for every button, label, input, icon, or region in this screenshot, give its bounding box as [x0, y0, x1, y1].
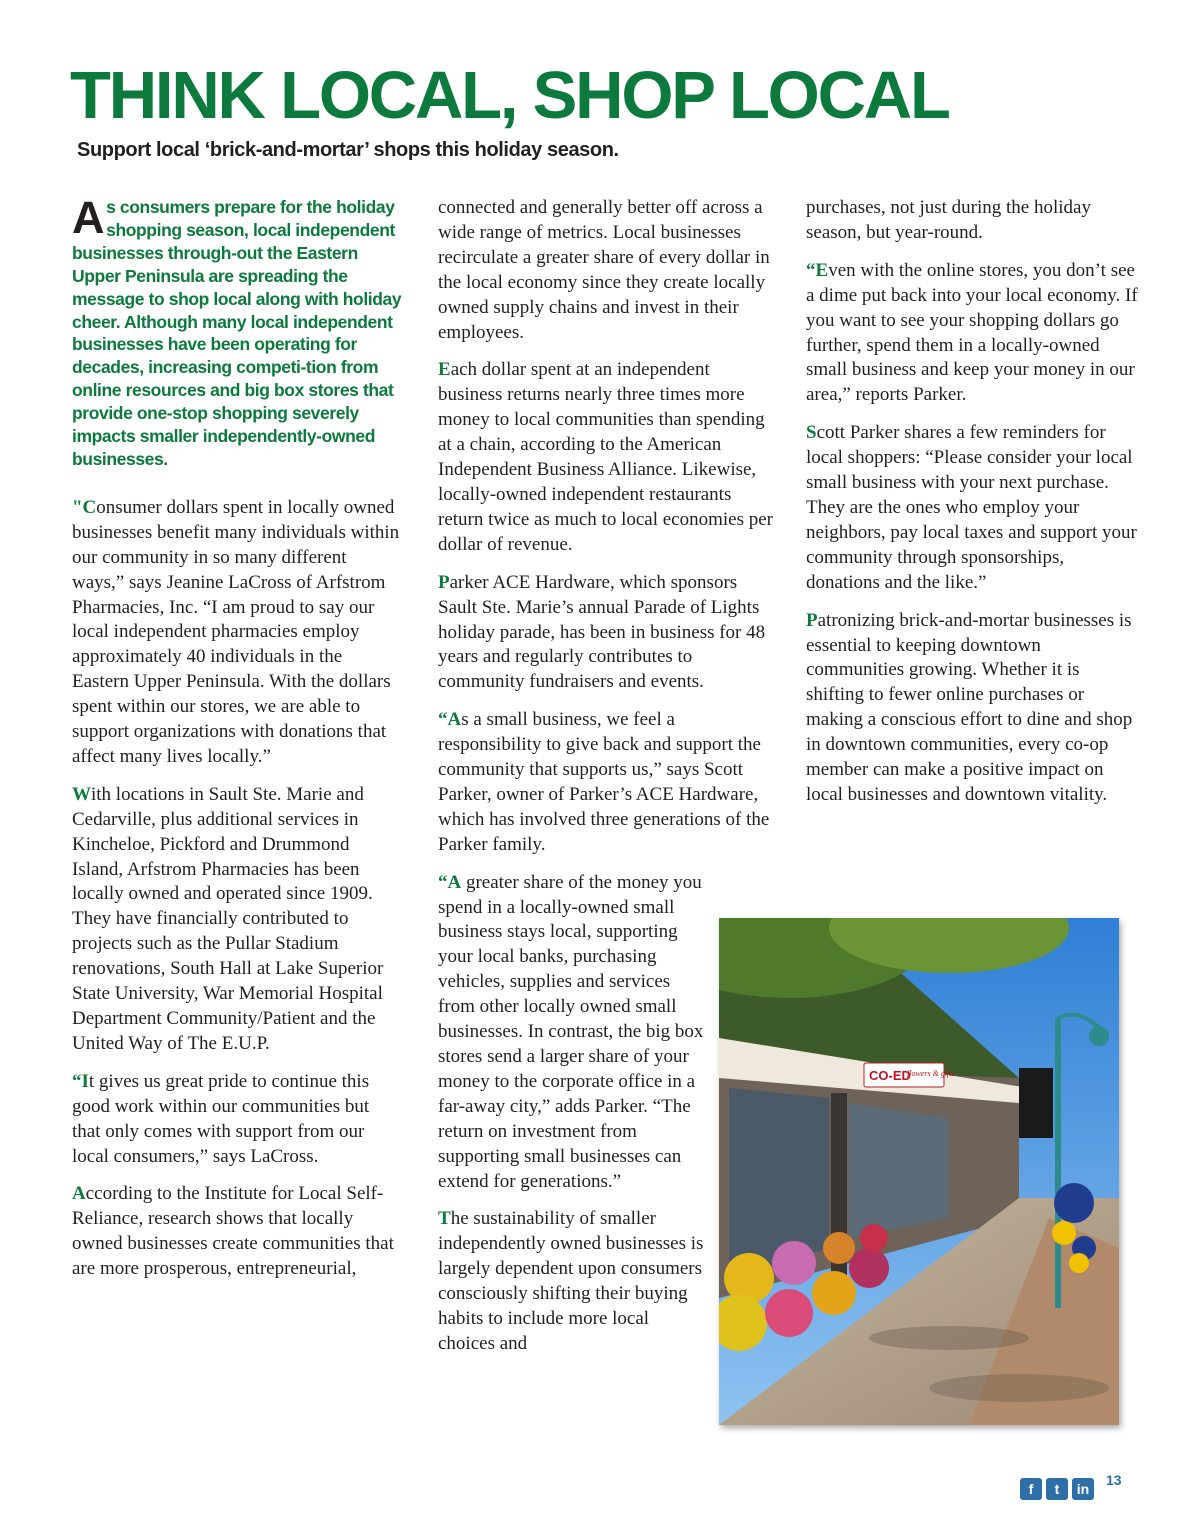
- paragraph-text: s a small business, we feel a responsibility to give back and support the community that supports us,” says Scott Parker, owner of Parker’s ACE Hardware, which has involved three generations of the Parker family.: [438, 709, 770, 855]
- paragraph: [72, 1070, 402, 1170]
- paragraph-continuation: connected and generally better off across a wide range of metrics. Local businesses recirculate a greater share of every dollar in the local economy since they create locally owned supply chains and invest in their employees.: [438, 197, 770, 343]
- paragraph: [438, 358, 773, 557]
- paragraph-text: ven with the online stores, you don’t see a dime put back into your local economy. If you want to see your shopping dollars go further, spend them in a locally-owned small business and keep your money in our area,” reports Parker.: [806, 259, 1138, 406]
- page-subtitle: Support local ‘brick-and-mortar’ shops this holiday season.: [77, 139, 619, 161]
- linkedin-icon[interactable]: in: [1072, 1478, 1094, 1500]
- store-sign: CO-ED: [869, 1068, 911, 1083]
- paragraph: [806, 259, 1138, 408]
- paragraph: [438, 871, 708, 1195]
- paragraph-initial: P: [438, 571, 450, 593]
- page-title: THINK LOCAL, SHOP LOCAL: [70, 58, 949, 133]
- paragraph-text: he sustainability of smaller independently owned businesses is largely dependent upon consumers consciously shifting their buying habits to include more local choices and: [438, 1208, 704, 1354]
- paragraph-text: greater share of the money you spend in a locally-owned small business stays local, supporting your local banks, purchasing vehicles, supplies and services from other locally owned small businesses. In contrast, the big box stores send a larger share of your money to the corporate office in a far-away city,” adds Parker. “The return on investment from supporting small businesses can extend for generations.”: [438, 871, 704, 1192]
- twitter-icon[interactable]: t: [1046, 1478, 1068, 1500]
- paragraph-text: cott Parker shares a few reminders for local shoppers: “Please consider your local small business with your next purchase. They are the ones who employ your neighbors, pay local taxes and support your community through sponsorships, donations and the like.”: [806, 422, 1137, 593]
- paragraph-initial: “A: [438, 871, 462, 893]
- storefront-illustration: [719, 918, 1119, 1425]
- paragraph-text: atronizing brick-and-mortar businesses is essential to keeping downtown communities growing. Whether it is shifting to fewer online purchases or making a conscious effort to dine and shop in downtown communities, every co-op member can make a positive impact on local businesses and downtown vitality.: [806, 609, 1133, 805]
- article-column-1: [72, 192, 402, 1295]
- paragraph: [72, 496, 402, 770]
- store-sign-script: flowers & gifts: [907, 1069, 955, 1078]
- paragraph-text: ith locations in Sault Ste. Marie and Cedarville, plus additional services in Kincheloe, Pickford and Drummond Island, Arfstrom Pharmacies has been locally owned and operated since 1909. They have financially contributed to projects such as the Pullar Stadium renovations, South Hall at Lake Superior State University, War Memorial Hospital Department Community/Patient and the United Way of The E.U.P.: [72, 783, 384, 1054]
- paragraph-text: ach dollar spent at an independent business returns nearly three times more money to local communities than spending at a chain, according to the American Independent Business Alliance. Likewise, locally-owned independent restaurants return twice as much to local economies per dollar of revenue.: [438, 359, 774, 555]
- paragraph: [806, 609, 1138, 808]
- paragraph: [72, 783, 402, 1057]
- paragraph-initial: W: [72, 783, 91, 805]
- paragraph-initial: E: [438, 359, 451, 381]
- article-column-3: [806, 196, 1138, 821]
- paragraph: [438, 1207, 708, 1356]
- paragraph-initial: “A: [438, 709, 462, 731]
- social-icons: [1020, 1478, 1094, 1500]
- paragraph-initial: A: [72, 1183, 86, 1205]
- facebook-icon[interactable]: f: [1020, 1478, 1042, 1500]
- paragraph-text: onsumer dollars spent in locally owned businesses benefit many individuals within our community in so many different ways,” says Jeanine LaCross of Arfstrom Pharmacies, Inc. “I am proud to say our local independent pharmacies employ approximately 40 individuals in the Eastern Upper Peninsula. With the dollars spent within our stores, we are able to support organizations with donations that affect many lives locally.”: [72, 496, 400, 767]
- paragraph-continuation: purchases, not just during the holiday season, but year-round.: [806, 197, 1091, 243]
- paragraph-initial: “E: [806, 259, 829, 281]
- paragraph-initial: S: [806, 422, 817, 444]
- paragraph-initial: "C: [72, 496, 97, 518]
- storefront-photo: [719, 918, 1119, 1425]
- page-number: 13: [1106, 1472, 1122, 1488]
- paragraph-initial: T: [438, 1208, 451, 1230]
- paragraph: [72, 1182, 402, 1282]
- paragraph-text: ccording to the Institute for Local Self-Reliance, research shows that locally owned businesses create communities that are more prosperous, entrepreneurial,: [72, 1183, 394, 1280]
- drop-cap: A: [72, 192, 105, 243]
- paragraph-text: arker ACE Hardware, which sponsors Sault Ste. Marie’s annual Parade of Lights holiday parade, has been in business for 48 years and regularly contributes to community fundraisers and events.: [438, 571, 766, 693]
- paragraph-text: t gives us great pride to continue this good work within our communities but that only comes with support from our local consumers,” says LaCross.: [72, 1070, 370, 1167]
- lead-paragraph: [72, 192, 402, 471]
- paragraph-initial: P: [806, 609, 818, 631]
- lead-text: s consumers prepare for the holiday shopping season, local independent businesses through-out the Eastern Upper Peninsula are spreading the message to shop local along with holiday cheer. Although many local independent businesses have been operating for decades, increasing competi-tion from online resources and big box stores that provide one-stop shopping severely impacts smaller independently-owned businesses.: [72, 197, 402, 469]
- paragraph: [438, 571, 773, 696]
- paragraph: [438, 708, 773, 857]
- paragraph: [806, 421, 1138, 595]
- paragraph-initial: “I: [72, 1070, 89, 1092]
